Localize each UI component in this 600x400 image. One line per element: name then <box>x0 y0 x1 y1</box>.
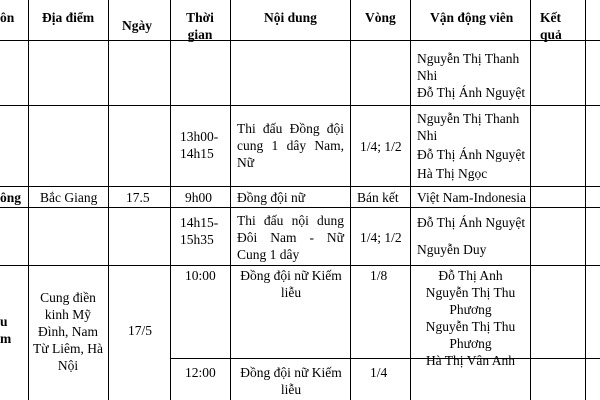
round-cell: 1/4; 1/2 <box>360 230 402 245</box>
date-cell: 17.5 <box>126 190 150 205</box>
header-athletes: Vận động viên <box>430 10 514 25</box>
sport-cell: ông <box>0 190 22 205</box>
time-cell: 10:00 <box>185 268 216 283</box>
round-cell: 1/8 <box>370 268 388 283</box>
athlete-name: Hà Thị Ngọc <box>417 166 488 181</box>
round-cell: 1/4 <box>370 365 388 380</box>
content-cell: Thi đấu Đồng đội cung 1 dây Nam, Nữ <box>237 121 344 170</box>
sport-cell: u <box>0 314 8 329</box>
header-sport: ôn <box>0 10 15 25</box>
athlete-name: Hà Thị Vân Anh <box>425 353 516 368</box>
athlete-name: Nhi <box>417 128 438 143</box>
round-cell: 1/4; 1/2 <box>360 139 402 154</box>
header-result: Kết quả <box>540 10 562 42</box>
date-cell: 17/5 <box>128 323 153 338</box>
athlete-name: Đỗ Thị Ánh Nguyệt <box>417 147 526 162</box>
time-cell: 9h00 <box>185 190 212 205</box>
athlete-name: Phương <box>449 336 492 351</box>
athlete-name: Đỗ Thị Ánh Nguyệt <box>417 85 526 100</box>
location-cell: Bắc Giang <box>40 190 98 205</box>
athlete-name: Nguyễn Duy <box>417 242 487 257</box>
athlete-name: Việt Nam-Indonesia <box>417 190 527 205</box>
athlete-name: Đỗ Thị Ánh Nguyệt <box>417 215 526 230</box>
time-cell: 12:00 <box>185 365 216 380</box>
athlete-name: Nhi <box>417 68 438 83</box>
content-cell: Đồng đội nữ Kiếm liễu <box>240 268 342 300</box>
header-location: Địa điểm <box>42 10 95 25</box>
content-cell: Thi đấu nội dung Đôi Nam - Nữ Cung 1 dây <box>237 213 344 262</box>
athlete-name: Nguyễn Thị Thanh <box>417 111 520 126</box>
sport-cell: m <box>0 331 12 346</box>
time-cell: 13h00-14h15 <box>180 129 219 161</box>
location-cell: Cung điền kinh Mỹ Đình, Nam Từ Liêm, Hà Nội <box>33 290 103 373</box>
content-cell: Đồng đội nữ <box>237 190 306 205</box>
header-round: Vòng <box>365 10 396 25</box>
time-cell: 14h15-15h35 <box>180 215 219 247</box>
athlete-name: Đỗ Thị Anh <box>438 268 503 283</box>
athlete-name: Nguyễn Thị Thu <box>425 319 516 334</box>
header-content: Nội dung <box>264 10 317 25</box>
header-time: Thời gian <box>186 10 214 42</box>
header-date: Ngày <box>122 18 152 33</box>
content-cell: Đồng đội nữ Kiếm liễu <box>240 365 342 397</box>
athlete-name: Phương <box>449 302 492 317</box>
round-cell: Bán kết <box>357 190 399 205</box>
athlete-name: Nguyễn Thị Thu <box>425 285 516 300</box>
athlete-name: Nguyễn Thị Thanh <box>417 51 520 66</box>
